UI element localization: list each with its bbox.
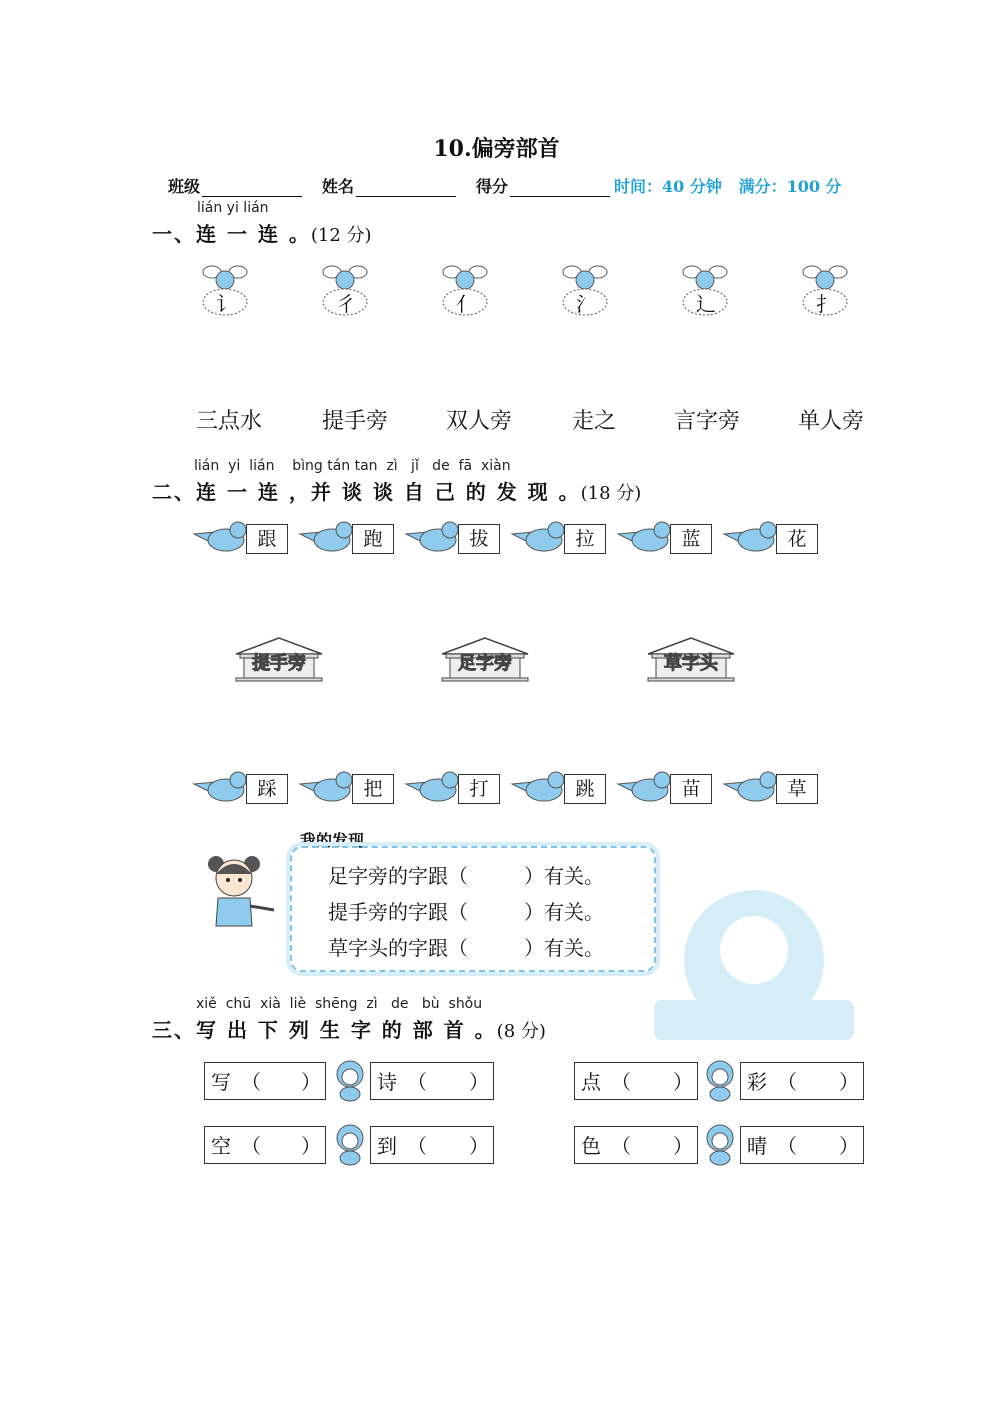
radical-name[interactable]: 双人旁 xyxy=(446,409,513,434)
radical-answer-box[interactable]: 写 （ ） xyxy=(204,1062,326,1100)
radical-house[interactable] xyxy=(438,636,532,682)
char-box: 蓝 xyxy=(670,524,712,554)
bird-char[interactable] xyxy=(510,766,606,810)
discovery-row[interactable]: 提手旁的字跟（ ）有关。 xyxy=(328,900,604,924)
exam-info xyxy=(614,174,842,197)
char-box: 跑 xyxy=(352,524,394,554)
char-box: 拉 xyxy=(564,524,606,554)
radical-answer-box[interactable]: 到 （ ） xyxy=(370,1126,494,1164)
score-field[interactable]: 得分 xyxy=(476,174,610,197)
bird-char[interactable] xyxy=(510,516,606,560)
girl-illustration xyxy=(200,850,280,930)
radical-name[interactable]: 走之 xyxy=(572,409,617,434)
radical-text: 辶 xyxy=(696,292,716,316)
discovery-row[interactable]: 草字头的字跟（ ）有关。 xyxy=(328,936,604,960)
radical-name[interactable]: 提手旁 xyxy=(322,409,389,434)
bee-radical[interactable] xyxy=(438,262,494,322)
radical-text: 讠 xyxy=(216,292,236,316)
monkey-icon xyxy=(330,1122,370,1166)
bird-char[interactable] xyxy=(192,766,288,810)
radical-text: 扌 xyxy=(816,292,836,316)
time-limit: 时间：40 分钟 xyxy=(614,177,722,196)
bee-radical[interactable] xyxy=(678,262,734,322)
discovery-row[interactable]: 足字旁的字跟（ ）有关。 xyxy=(328,864,604,888)
section3-title: 三、写 出 下 列 生 字 的 部 首 。(8 分) xyxy=(152,1018,546,1042)
radical-answer-box[interactable]: 色 （ ） xyxy=(574,1126,698,1164)
section1-pinyin: lián yi lián xyxy=(197,200,269,216)
watermark-logo xyxy=(644,880,864,1050)
bee-radical[interactable] xyxy=(558,262,614,322)
discovery-label: 我的发现 xyxy=(300,831,365,850)
section3-pinyin: xiě chū xià liè shēng zì de bù shǒu xyxy=(196,996,483,1012)
bird-char[interactable] xyxy=(404,766,500,810)
radical-text: 彳 xyxy=(336,292,356,316)
radical-answer-box[interactable]: 诗 （ ） xyxy=(370,1062,494,1100)
section2-pinyin: lián yi lián bìng tán tan zì jǐ de fā xiàn xyxy=(194,458,511,474)
name-field[interactable]: 姓名 xyxy=(322,174,456,197)
bird-char[interactable] xyxy=(616,766,712,810)
radical-house[interactable] xyxy=(644,636,738,682)
bird-char[interactable] xyxy=(298,516,394,560)
char-box: 跟 xyxy=(246,524,288,554)
monkey-icon xyxy=(330,1058,370,1102)
bee-radical[interactable] xyxy=(798,262,854,322)
house-label: 足字旁 xyxy=(458,653,512,674)
char-box: 打 xyxy=(458,774,500,804)
char-box: 踩 xyxy=(246,774,288,804)
radical-text: 亻 xyxy=(456,292,476,316)
bird-char[interactable] xyxy=(298,766,394,810)
radical-answer-box[interactable]: 点 （ ） xyxy=(574,1062,698,1100)
radical-name[interactable]: 三点水 xyxy=(196,409,263,434)
char-box: 跳 xyxy=(564,774,606,804)
full-score: 满分：100 分 xyxy=(738,177,842,196)
radical-answer-box[interactable]: 空 （ ） xyxy=(204,1126,326,1164)
section2-title: 二、连 一 连 ，并 谈 谈 自 己 的 发 现 。(18 分) xyxy=(152,480,642,504)
section1-title: 一、连 一 连 。(12 分) xyxy=(152,222,372,246)
bird-char[interactable] xyxy=(722,766,818,810)
char-box: 苗 xyxy=(670,774,712,804)
monkey-icon xyxy=(700,1122,740,1166)
bird-char[interactable] xyxy=(192,516,288,560)
char-box: 拔 xyxy=(458,524,500,554)
radical-name[interactable]: 言字旁 xyxy=(674,409,741,434)
bird-char[interactable] xyxy=(616,516,712,560)
bee-radical[interactable] xyxy=(318,262,374,322)
radical-answer-box[interactable]: 彩 （ ） xyxy=(740,1062,864,1100)
radical-answer-box[interactable]: 晴 （ ） xyxy=(740,1126,864,1164)
radical-name[interactable]: 单人旁 xyxy=(798,409,865,434)
bird-char[interactable] xyxy=(722,516,818,560)
monkey-icon xyxy=(700,1058,740,1102)
page-title: 10.偏旁部首 xyxy=(433,136,560,162)
char-box: 草 xyxy=(776,774,818,804)
char-box: 把 xyxy=(352,774,394,804)
discovery-panel xyxy=(290,846,656,972)
class-field[interactable]: 班级 xyxy=(168,174,302,197)
house-label: 草字头 xyxy=(664,653,718,674)
radical-text: 氵 xyxy=(576,292,596,316)
house-label: 提手旁 xyxy=(252,653,306,674)
bee-radical[interactable] xyxy=(198,262,254,322)
char-box: 花 xyxy=(776,524,818,554)
radical-house[interactable] xyxy=(232,636,326,682)
bird-char[interactable] xyxy=(404,516,500,560)
